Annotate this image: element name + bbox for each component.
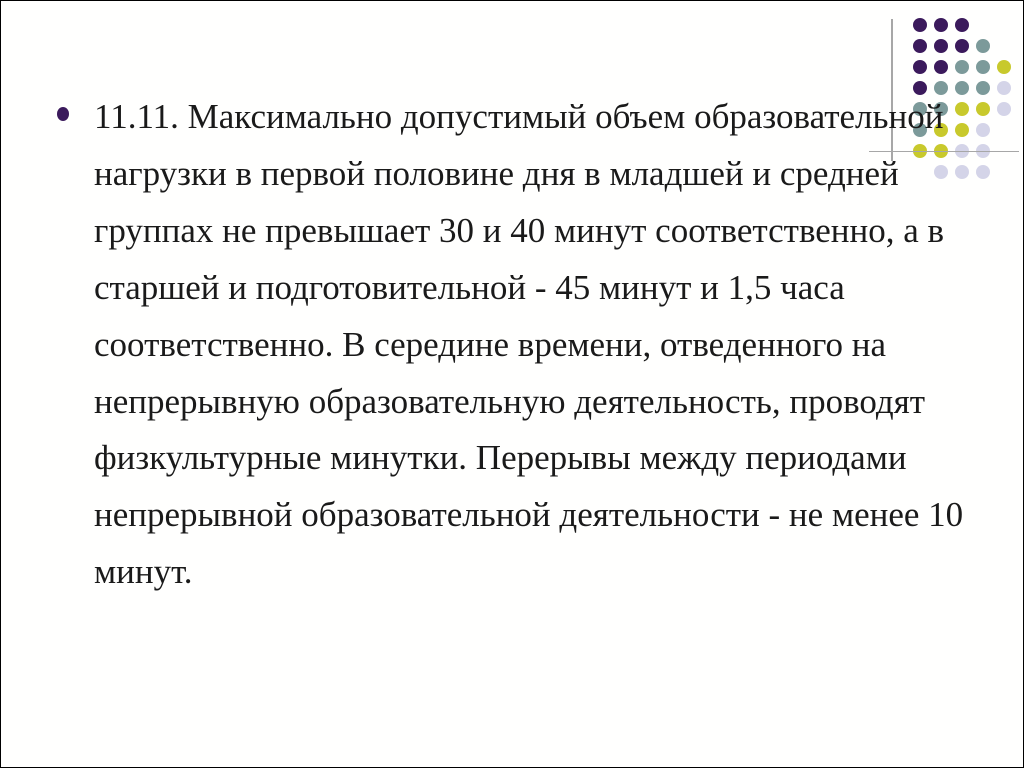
- decorative-dot: [913, 18, 927, 32]
- decorative-dot: [955, 60, 969, 74]
- decorative-dot: [955, 39, 969, 53]
- decorative-dot: [934, 39, 948, 53]
- decorative-dot: [976, 165, 990, 179]
- decorative-dot: [997, 60, 1011, 74]
- decorative-dot: [976, 123, 990, 137]
- decorative-dot: [976, 60, 990, 74]
- decorative-dot: [913, 60, 927, 74]
- decorative-dot: [934, 18, 948, 32]
- decorative-dot: [913, 39, 927, 53]
- decorative-dot: [997, 102, 1011, 116]
- slide-body-paragraph: 11.11. Максимально допустимый объем образовательной нагрузки в первой половине дня в младшей и средней группах не превышает 30 и 40 минут соответственно, а в старшей и подготовительной - 45 минут и 1,5 часа соответственно. В середине времени, отведенного на непрерывную образовательную деятельность, проводят физкультурные минутки. Перерывы между периодами непрерывной образовательной деятельности - не менее 10 минут.: [94, 97, 964, 592]
- bullet-icon: [57, 107, 69, 121]
- decorative-dot: [997, 81, 1011, 95]
- decorative-dot: [976, 39, 990, 53]
- decorative-dot: [955, 18, 969, 32]
- decorative-dot: [976, 102, 990, 116]
- decorative-dot: [934, 60, 948, 74]
- decorative-dot: [976, 81, 990, 95]
